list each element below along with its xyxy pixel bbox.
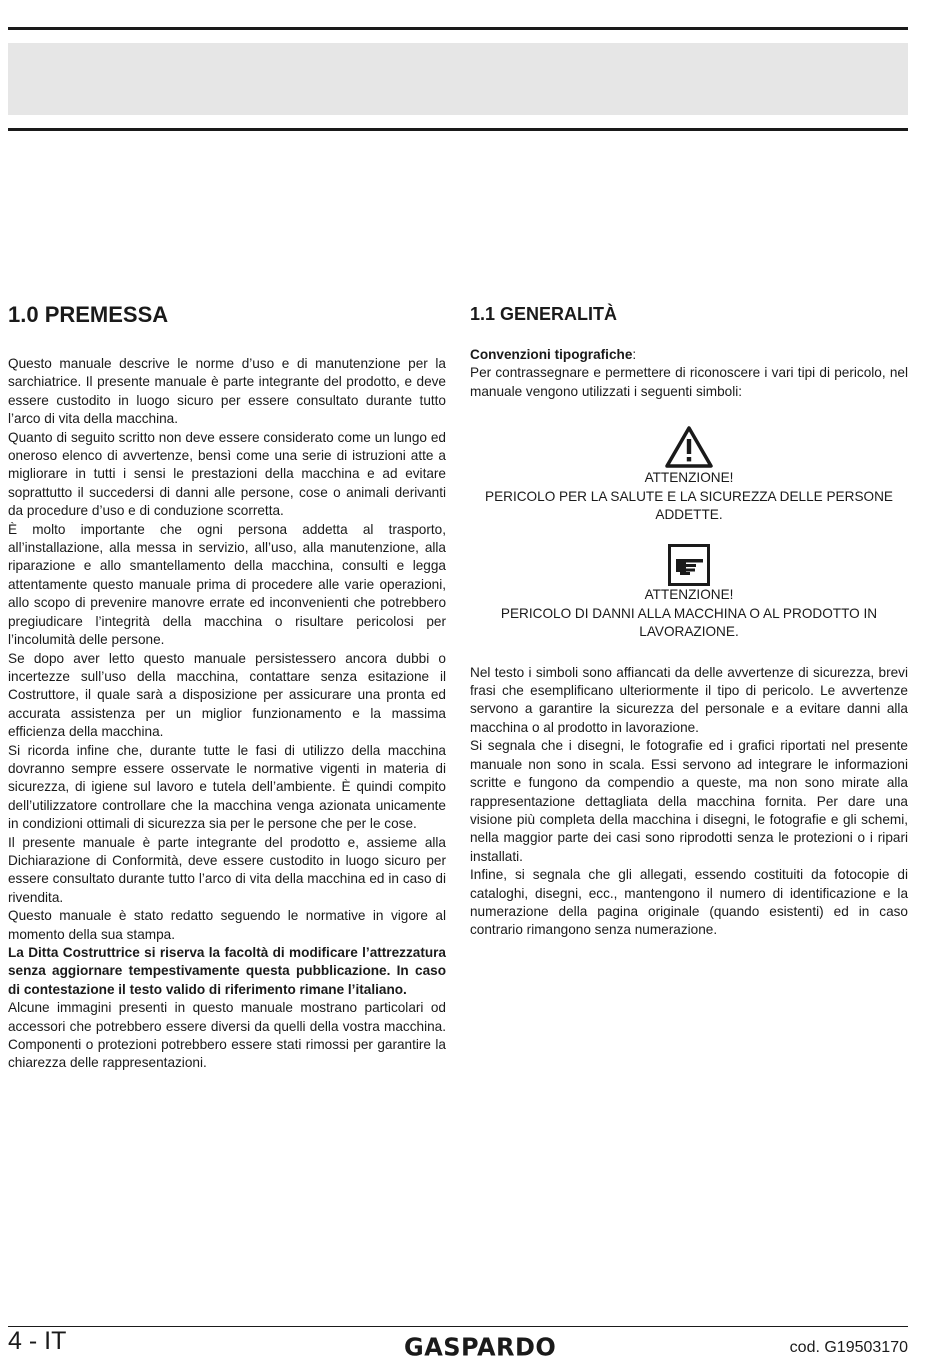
paragraph: Questo manuale è stato redatto seguendo le normative in vigore al momento della sua stampa. — [8, 908, 446, 942]
section-generalita — [470, 300, 908, 940]
paragraph: È molto importante che ogni persona addetta al trasporto, all’installazione, alla messa in servizio, all’uso, alla manutenzione, alla riparazione e allo smantellamento della macchina, consulti e legga attentamente questo manuale prima di procedere alle varie operazioni, allo scopo di prevenire manovre errate ed inconvenienti che potrebbero pregiudicare l’integrità della macchina o risultare pericolosi per l’incolumità delle persone. — [8, 521, 446, 648]
conventions-label: Convenzioni tipografiche — [470, 347, 633, 362]
warning-triangle-icon — [664, 425, 714, 469]
brand-logo: GASPARDO — [404, 1332, 557, 1362]
intro-paragraph: Per contrassegnare e permettere di riconoscere i vari tipi di pericolo, nel manuale vengono utilizzati i seguenti simboli: — [470, 365, 908, 399]
paragraph: Si segnala che i disegni, le fotografie ed i grafici riportati nel presente manuale non sono in scala. Essi servono ad integrare le informazioni scritte e fungono da compendio a queste, ma non sono mirate alla rappresentazione dettagliata della macchina fornita. Per dare una visione più completa della macchina i disegni, le fotografie e gli schemi, nella maggior parte dei casi sono riprodotti senza le protezioni o i ripari installati. — [470, 738, 908, 864]
machine-description: PERICOLO DI DANNI ALLA MACCHINA O AL PRODOTTO IN LAVORAZIONE. — [500, 605, 878, 640]
document-code: cod. G19503170 — [789, 1339, 908, 1356]
footer-rule — [8, 1326, 908, 1327]
conventions-line — [470, 346, 908, 364]
paragraph: Quanto di seguito scritto non deve essere considerato come un lungo ed oneroso elenco di avvertenze, bensì come una serie di istruzioni atte a migliorare in tutti i sensi le prestazioni della macchina e ad evitare soprattutto il succedersi di danni alle persone, cose o animali derivanti da procedure d’uso e di conduzione scorretta. — [8, 429, 446, 519]
paragraph: Alcune immagini presenti in questo manuale mostrano particolari od accessori che potrebbero essere diversi da quelli della vostra macchina. Componenti o protezioni potrebbero essere stati rimossi per garantire la chiarezza delle rappresentazioni. — [8, 1000, 446, 1071]
section-premessa — [8, 300, 446, 1073]
warning-attention-label: ATTENZIONE! — [644, 470, 734, 486]
paragraph: Infine, si segnala che gli allegati, essendo costituiti da fotocopie di cataloghi, disegni, ecc., mantengono il numero di identificazione e la numerazione della pagina originale (quando esistenti) ed in caso contrario rimangono senza numerazione. — [470, 867, 908, 938]
paragraph: Il presente manuale è parte integrante del prodotto e, assieme alla Dichiarazione di Conformità, deve essere custodito in luogo sicuro per essere consultato durante tutto l’arco di vita della macchina ed in caso di rivendita. — [8, 834, 446, 905]
header-top-rule — [8, 27, 908, 30]
header-bottom-rule — [8, 128, 908, 131]
section-title-premessa: 1.0 PREMESSA — [8, 302, 169, 327]
page-number: 4 - IT — [8, 1327, 67, 1355]
section-title-generalita: 1.1 GENERALITÀ — [470, 304, 618, 324]
symbols-explanation — [470, 664, 908, 940]
warning-description: PERICOLO PER LA SALUTE E LA SICUREZZA DELLE PERSONE ADDETTE. — [485, 488, 893, 523]
symbol-warning-block — [470, 425, 908, 524]
machine-attention-label: ATTENZIONE! — [644, 587, 734, 603]
paragraph: Si ricorda infine che, durante tutte le fasi di utilizzo della macchina dovranno sempre essere osservate le normative vigenti in materia di sicurezza, di igiene sul lavoro e tutela dell’ambiente. È quindi compito dell’utilizzatore controllare che la macchina venga azionata unicamente in condizioni ottimali di sicurezza sia per le persone che per le cose. — [8, 742, 446, 832]
paragraph: Questo manuale descrive le norme d’uso e di manutenzione per la sarchiatrice. Il presente manuale è parte integrante del prodotto, e deve essere custodito in luogo sicuro per essere consultato durante tutto l’arco di vita della macchina. — [8, 356, 446, 427]
pointing-hand-icon — [668, 544, 710, 586]
bold-notice-paragraph: La Ditta Costruttrice si riserva la facoltà di modificare l’attrezzatura senza aggiornare tempestivamente questa pubblicazione. In caso di contestazione il testo valido di riferimento rimane l’italiano. — [8, 945, 446, 997]
symbol-machine-block — [470, 544, 908, 641]
conventions-colon: : — [632, 347, 637, 362]
paragraph: Nel testo i simboli sono affiancati da delle avvertenze di sicurezza, brevi frasi che esemplificano ulteriormente il tipo di pericolo. Le avvertenze servono a garantire la sicurezza del personale e a evitare danni alla macchina o al prodotto in lavorazione. — [470, 664, 908, 735]
header-band — [8, 43, 908, 115]
paragraph: Se dopo aver letto questo manuale persistessero ancora dubbi o incertezze sull’uso della macchina, contattare senza esitazione il Costruttore, il quale sarà a disposizione per assicurare una pronta ed accurata assistenza per un miglior funzionamento e la massima efficienza della macchina. — [8, 650, 446, 740]
